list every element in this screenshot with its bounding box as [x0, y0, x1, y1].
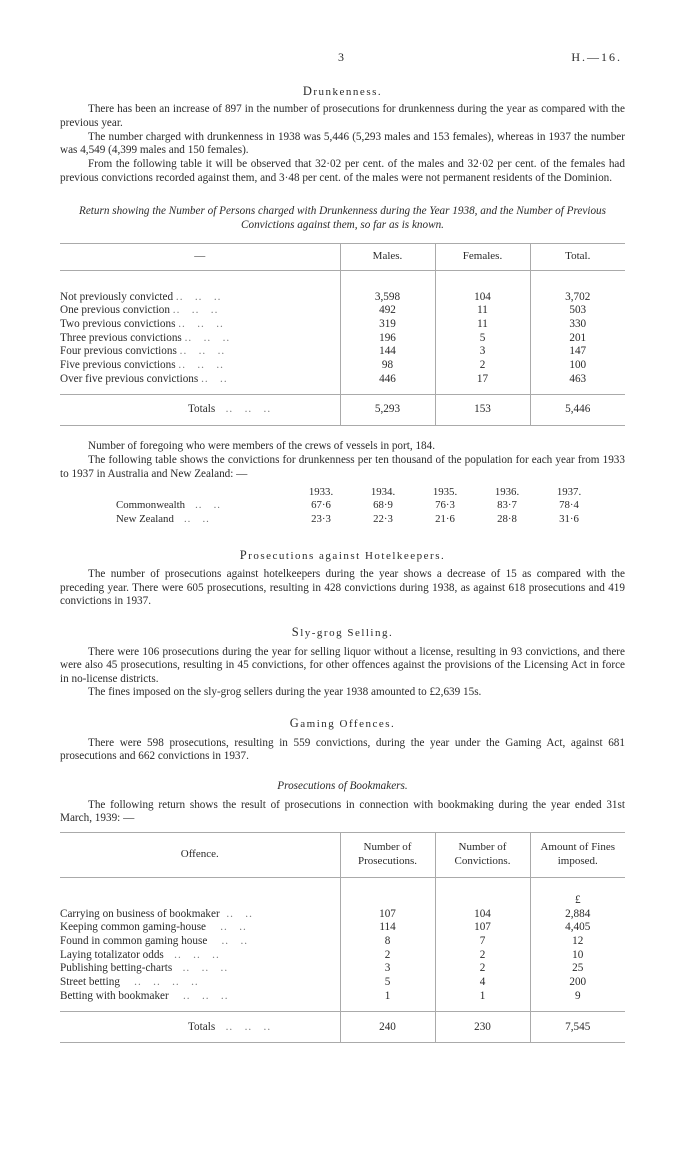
row-label: Not previously convicted — [60, 290, 174, 303]
table-row: Found in common gaming house .. .. 8 7 12 — [60, 935, 625, 949]
total-prosecutions: 240 — [340, 1012, 435, 1043]
cell-fines: 9 — [530, 990, 625, 1004]
year-header: 1936. — [494, 486, 520, 499]
column-header-total: Total. — [530, 243, 625, 270]
table-row: Street betting .. .. .. .. 5 4 200 — [60, 976, 625, 990]
cell-males: 3,598 — [340, 291, 435, 305]
year-header: 1937. — [556, 486, 582, 499]
cell-males: 144 — [340, 345, 435, 359]
rate-cell: 21·6 — [435, 512, 455, 525]
section-heading-drunkenness: Drunkenness. — [302, 84, 383, 98]
rate-cell: 67·6 — [311, 499, 331, 512]
table-row: Over five previous convictions .. .. 446 17 463 — [60, 373, 625, 387]
table-row: Five previous convictions .. .. .. 98 2 100 — [60, 359, 625, 373]
cell-convictions: 1 — [435, 990, 530, 1004]
table-row: Not previously convicted .. .. .. 3,598 104 3,702 — [60, 291, 625, 305]
cell-prosecutions: 114 — [340, 921, 435, 935]
cell-prosecutions: 8 — [340, 935, 435, 949]
rate-cell: 22·3 — [373, 512, 393, 525]
column-header-offence: Offence. — [180, 848, 219, 861]
total-males: 5,293 — [340, 395, 435, 426]
column-header-males: Males. — [340, 243, 435, 270]
cell-males: 319 — [340, 318, 435, 332]
cell-males: 98 — [340, 359, 435, 373]
cell-convictions: 2 — [435, 962, 530, 976]
cell-fines: 4,405 — [530, 921, 625, 935]
row-label: Publishing betting-charts — [60, 962, 173, 975]
bookmakers-table — [60, 832, 625, 1044]
drunkenness-table — [60, 243, 625, 427]
year-header: 1933. — [308, 486, 334, 499]
cell-total: 330 — [530, 318, 625, 332]
total-total: 5,446 — [530, 395, 625, 426]
cell-prosecutions: 3 — [340, 962, 435, 976]
cell-convictions: 104 — [435, 908, 530, 922]
totals-row: Totals .. .. .. 240 230 7,545 — [60, 1012, 625, 1043]
cell-males: 446 — [340, 373, 435, 387]
section-heading-gaming: Gaming Offences. — [289, 716, 396, 731]
drunkenness-paragraph-2: The number charged with drunkenness in 1938 was 5,446 (5,293 males and 153 females), whereas in 1937 the number was 4,549 (4,399 males and 150 females). — [60, 130, 625, 157]
page-body — [60, 50, 625, 1043]
page-number: 3 — [338, 50, 344, 64]
row-label: Found in common gaming house — [60, 935, 208, 948]
cell-prosecutions: 1 — [340, 990, 435, 1004]
cell-females: 11 — [435, 304, 530, 318]
total-fines: 7,545 — [530, 1012, 625, 1043]
drunkenness-table-title: Return showing the Number of Persons charged with Drunkenness during the Year 1938, and the Number of Previous Convictions against them, so far as is known. — [78, 205, 607, 231]
crews-note: Number of foregoing who were members of the crews of vessels in port, 184. — [88, 440, 436, 453]
column-header-convictions: Number of Convictions. — [435, 832, 530, 877]
section-heading-sly-grog: Sly-grog Selling. — [291, 625, 394, 640]
rate-cell: 68·9 — [373, 499, 393, 512]
cell-convictions: 2 — [435, 949, 530, 963]
table-row: Four previous convictions .. .. .. 144 3 147 — [60, 345, 625, 359]
cell-females: 3 — [435, 345, 530, 359]
cell-total: 503 — [530, 304, 625, 318]
cell-total: 100 — [530, 359, 625, 373]
document-reference: H.—16. — [571, 50, 622, 64]
table-row: Publishing betting-charts .. .. .. 3 2 25 — [60, 962, 625, 976]
bookmakers-intro: The following return shows the result of prosecutions in connection with bookmaking during the year ended 31st March, 1939: — — [60, 798, 625, 825]
cell-females: 5 — [435, 332, 530, 346]
cell-total: 3,702 — [530, 291, 625, 305]
cell-prosecutions: 5 — [340, 976, 435, 990]
row-label: Laying totalizator odds — [60, 948, 164, 961]
rate-cell: 28·8 — [497, 512, 517, 525]
row-label: Commonwealth — [116, 499, 185, 512]
year-header: 1934. — [370, 486, 396, 499]
cell-males: 492 — [340, 304, 435, 318]
column-header-females: Females. — [435, 243, 530, 270]
totals-label: Totals — [188, 403, 216, 416]
row-label: Betting with bookmaker — [60, 989, 169, 1002]
cell-fines: 200 — [530, 976, 625, 990]
table-row: Laying totalizator odds .. .. .. 2 2 10 — [60, 949, 625, 963]
sly-grog-paragraph-2: The fines imposed on the sly-grog sellers during the year 1938 amounted to £2,639 15s. — [88, 686, 482, 699]
year-header: 1935. — [432, 486, 458, 499]
cell-females: 17 — [435, 373, 530, 387]
column-header-prosecutions: Number of Prosecutions. — [340, 832, 435, 877]
rates-intro: The following table shows the convictions for drunkenness per ten thousand of the population for each year from 1933 to 1937 in Australia and New Zealand: — — [60, 453, 625, 480]
cell-fines: 2,884 — [530, 908, 625, 922]
rate-cell: 83·7 — [497, 499, 517, 512]
row-label: Street betting — [60, 976, 120, 989]
row-label: Three previous convictions — [60, 331, 182, 344]
rate-cell: 31·6 — [559, 512, 579, 525]
cell-convictions: 4 — [435, 976, 530, 990]
cell-fines: 12 — [530, 935, 625, 949]
row-label: New Zealand — [116, 512, 174, 525]
sly-grog-paragraph-1: There were 106 prosecutions during the year for selling liquor without a license, resulting in 93 convictions, and there were also 45 prosecutions, resulting in 45 convictions, for other offences against the provisions of the Licensing Act in force in no-license districts. — [60, 645, 625, 685]
rates-table — [60, 486, 625, 526]
row-label: Five previous convictions — [60, 358, 176, 371]
cell-males: 196 — [340, 332, 435, 346]
rates-row: Commonwealth .. .. 67·6 68·9 76·3 83·7 78·4 — [60, 499, 625, 512]
drunkenness-paragraph-1: There has been an increase of 897 in the number of prosecutions for drunkenness during the year as compared with the previous year. — [60, 103, 625, 130]
cell-total: 463 — [530, 373, 625, 387]
cell-females: 11 — [435, 318, 530, 332]
cell-females: 2 — [435, 359, 530, 373]
cell-prosecutions: 107 — [340, 908, 435, 922]
cell-convictions: 107 — [435, 921, 530, 935]
gaming-paragraph: There were 598 prosecutions, resulting in 559 convictions, during the year under the Gaming Act, against 681 prosecutions and 662 convictions in 1937. — [60, 736, 625, 763]
row-label: Keeping common gaming-house — [60, 921, 207, 934]
table-row: Two previous convictions .. .. .. 319 11 330 — [60, 318, 625, 332]
rate-cell: 23·3 — [311, 512, 331, 525]
hotelkeepers-paragraph: The number of prosecutions against hotelkeepers during the year shows a decrease of 15 as compared with the preceding year. There were 605 prosecutions, resulting in 428 convictions during 1938, as against 618 prosecutions and 419 convictions in 1937. — [60, 568, 625, 608]
table-row: Carrying on business of bookmaker .. .. 107 104 2,884 — [60, 908, 625, 922]
cell-total: 147 — [530, 345, 625, 359]
cell-total: 201 — [530, 332, 625, 346]
row-label: Carrying on business of bookmaker — [60, 907, 220, 920]
section-heading-hotelkeepers: Prosecutions against Hotelkeepers. — [239, 547, 446, 562]
section-heading-bookmakers: Prosecutions of Bookmakers. — [277, 779, 408, 792]
total-convictions: 230 — [435, 1012, 530, 1043]
totals-row: Totals .. .. .. 5,293 153 5,446 — [60, 395, 625, 426]
table-row: Three previous convictions .. .. .. 196 5 201 — [60, 332, 625, 346]
row-label: Four previous convictions — [60, 345, 177, 358]
table-row: Betting with bookmaker .. .. .. 1 1 9 — [60, 990, 625, 1004]
cell-prosecutions: 2 — [340, 949, 435, 963]
column-header-fines: Amount of Fines imposed. — [530, 832, 625, 877]
cell-females: 104 — [435, 291, 530, 305]
currency-symbol: £ — [530, 877, 625, 908]
table-row: One previous conviction .. .. .. 492 11 503 — [60, 304, 625, 318]
row-label: One previous conviction — [60, 304, 170, 317]
drunkenness-paragraph-3: From the following table it will be observed that 32·02 per cent. of the males and 32·02 per cent. of the females had previous convictions recorded against them, and 3·48 per cent. of the males were not permanent residents of the Dominion. — [60, 158, 625, 184]
totals-label: Totals — [188, 1020, 216, 1033]
cell-fines: 25 — [530, 962, 625, 976]
column-header-blank: — — [194, 249, 206, 262]
cell-fines: 10 — [530, 949, 625, 963]
rate-cell: 76·3 — [435, 499, 455, 512]
table-row: Keeping common gaming-house .. .. 114 107 4,405 — [60, 921, 625, 935]
row-label: Over five previous convictions — [60, 372, 199, 385]
rate-cell: 78·4 — [559, 499, 579, 512]
cell-convictions: 7 — [435, 935, 530, 949]
rates-row: New Zealand .. .. 23·3 22·3 21·6 28·8 31·6 — [60, 513, 625, 526]
row-label: Two previous convictions — [60, 317, 176, 330]
total-females: 153 — [435, 395, 530, 426]
